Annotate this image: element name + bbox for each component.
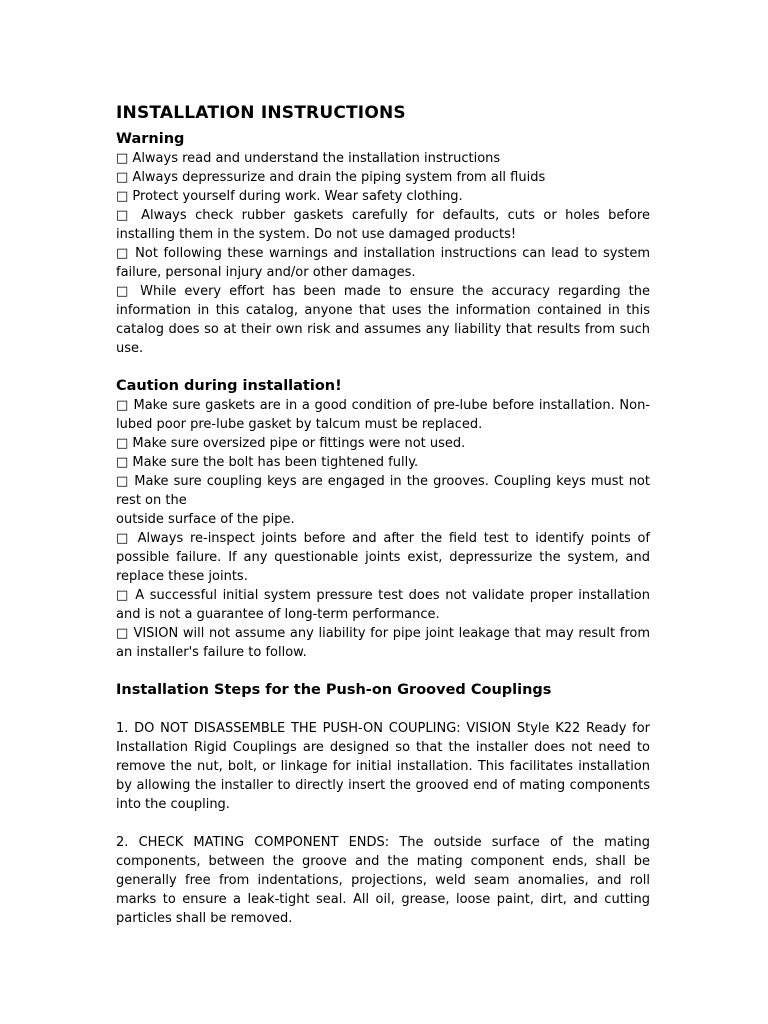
steps-heading: Installation Steps for the Push-on Grooved Couplings: [116, 682, 552, 698]
caution-item-continuation: outside surface of the pipe.: [116, 512, 295, 527]
warning-item: □ Always depressurize and drain the piping system from all fluids: [116, 168, 650, 187]
caution-item: □ A successful initial system pressure test does not validate proper installation and is not a guarantee of long-term performance.: [116, 586, 650, 624]
warning-heading: Warning: [116, 131, 185, 147]
section-spacer: [116, 700, 650, 719]
caution-item: □ Make sure gaskets are in a good condition of pre-lube before installation. Non-lubed poor pre-lube gasket by talcum must be replaced.: [116, 396, 650, 434]
caution-item: □ Make sure the bolt has been tightened fully.: [116, 453, 650, 472]
step-2-paragraph: 2. CHECK MATING COMPONENT ENDS: The outside surface of the mating components, between the groove and the mating component ends, shall be generally free from indentations, projections, weld seam anomalies, and roll marks to ensure a leak-tight seal. All oil, grease, loose paint, dirt, and cutting particles shall be removed.: [116, 835, 650, 926]
step-1-paragraph: 1. DO NOT DISASSEMBLE THE PUSH-ON COUPLING: VISION Style K22 Ready for Installation Rigid Couplings are designed so that the installer does not need to remove the nut, bolt, or linkage for initial installation. This facilitates installation by allowing the installer to directly insert the grooved end of mating components into the coupling.: [116, 721, 650, 812]
warning-item: □ While every effort has been made to ensure the accuracy regarding the information in this catalog, anyone that uses the information contained in this catalog does so at their own risk and assumes any liability that results from such use.: [116, 282, 650, 358]
section-spacer: [116, 814, 650, 833]
document-title: INSTALLATION INSTRUCTIONS: [116, 103, 406, 123]
warning-item: □ Not following these warnings and installation instructions can lead to system failure, personal injury and/or other damages.: [116, 244, 650, 282]
document-page: [116, 102, 650, 928]
caution-item: □ VISION will not assume any liability for pipe joint leakage that may result from an installer's failure to follow.: [116, 624, 650, 662]
warning-item: □ Protect yourself during work. Wear safety clothing.: [116, 187, 650, 206]
section-spacer: [116, 662, 650, 681]
caution-heading: Caution during installation!: [116, 378, 342, 394]
section-spacer: [116, 358, 650, 377]
caution-item: □ Make sure oversized pipe or fittings were not used.: [116, 434, 650, 453]
warning-item: □ Always read and understand the installation instructions: [116, 149, 650, 168]
warning-item: □ Always check rubber gaskets carefully for defaults, cuts or holes before installing them in the system. Do not use damaged products!: [116, 206, 650, 244]
caution-item: □ Always re-inspect joints before and after the field test to identify points of possible failure. If any questionable joints exist, depressurize the system, and replace these joints.: [116, 529, 650, 586]
caution-item: □ Make sure coupling keys are engaged in the grooves. Coupling keys must not rest on the: [116, 472, 650, 510]
